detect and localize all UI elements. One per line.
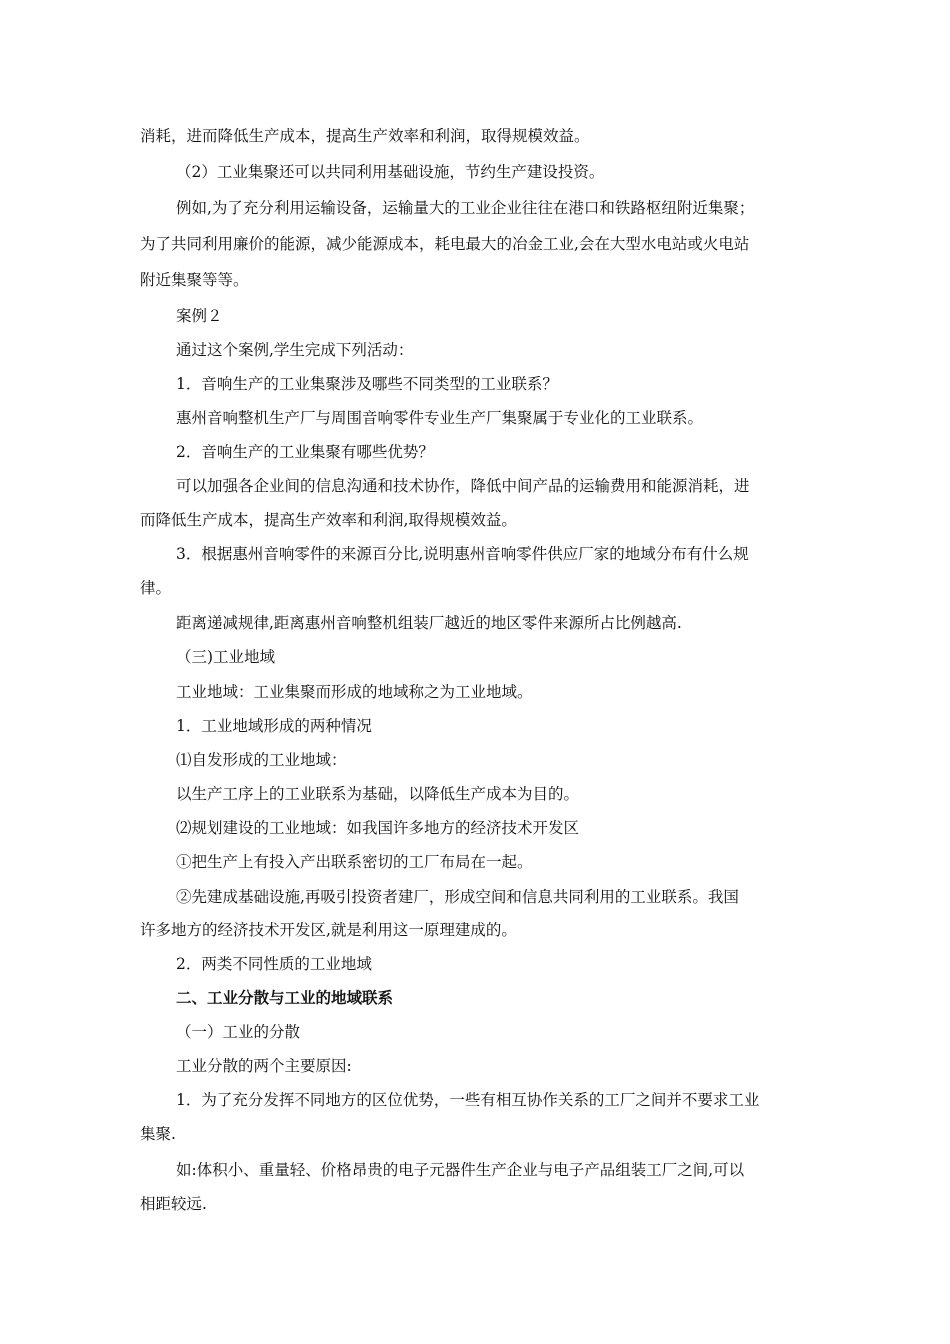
text-line: 为了共同利用廉价的能源，减少能源成本，耗电最大的冶金工业,会在大型水电站或火电站 (140, 235, 750, 253)
section-heading: （一）工业的分散 (176, 1023, 301, 1041)
text-line: 消耗，进而降低生产成本，提高生产效率和利润，取得规模效益。 (140, 127, 590, 145)
section-heading: 二、工业分散与工业的地域联系 (176, 989, 394, 1007)
text-line: （2）工业集聚还可以共同利用基础设施，节约生产建设投资。 (176, 163, 605, 181)
text-line: 如:体积小、重量轻、价格昂贵的电子元器件生产企业与电子产品组装工厂之间,可以 (176, 1161, 745, 1179)
text-line: 距离递减规律,距离惠州音响整机组装厂越近的地区零件来源所占比例越高. (176, 614, 682, 632)
text-line: 以生产工序上的工业联系为基础，以降低生产成本为目的。 (176, 785, 580, 803)
text-line: 工业分散的两个主要原因: (176, 1057, 352, 1075)
text-line: ⑴自发形成的工业地域： (176, 751, 347, 769)
text-line: 案例２ (176, 307, 223, 325)
text-line: ②先建成基础设施,再吸引投资者建厂，形成空间和信息共同利用的工业联系。我国 (176, 888, 739, 906)
text-line: 惠州音响整机生产厂与周围音响零件专业生产厂集聚属于专业化的工业联系。 (176, 409, 704, 427)
text-line: 工业地域：工业集聚而形成的地域称之为工业地域。 (176, 683, 533, 701)
text-line: 集聚. (140, 1125, 176, 1143)
text-line: 而降低生产成本，提高生产效率和利润,取得规模效益。 (140, 511, 517, 529)
text-line: 2．音响生产的工业集聚有哪些优势？ (176, 443, 434, 461)
text-line: 附近集聚等等。 (140, 271, 249, 289)
text-line: 可以加强各企业间的信息沟通和技术协作，降低中间产品的运输费用和能源消耗，进 (176, 477, 750, 495)
section-heading: （三)工业地域 (176, 648, 276, 666)
text-line: 1．音响生产的工业集聚涉及哪些不同类型的工业联系？ (176, 375, 558, 393)
text-line: 1．工业地域形成的两种情况 (176, 717, 372, 735)
text-line: 例如,为了充分利用运输设备，运输量大的工业企业往往在港口和铁路枢纽附近集聚； (176, 199, 755, 217)
text-line: 相距较远. (140, 1195, 207, 1213)
text-line: ⑵规划建设的工业地域：如我国许多地方的经济技术开发区 (176, 819, 580, 837)
text-line: 律。 (140, 579, 172, 597)
text-line: 通过这个案例,学生完成下列活动： (176, 341, 414, 359)
text-line: 2．两类不同性质的工业地域 (176, 955, 372, 973)
text-line: ①把生产上有投入产出联系密切的工厂布局在一起。 (176, 853, 533, 871)
text-line: 许多地方的经济技术开发区,就是利用这一原理建成的。 (140, 921, 517, 939)
text-line: 3．根据惠州音响零件的来源百分比,说明惠州音响零件供应厂家的地域分布有什么规 (176, 545, 749, 563)
text-line: 1．为了充分发挥不同地方的区位优势，一些有相互协作关系的工厂之间并不要求工业 (176, 1091, 760, 1109)
